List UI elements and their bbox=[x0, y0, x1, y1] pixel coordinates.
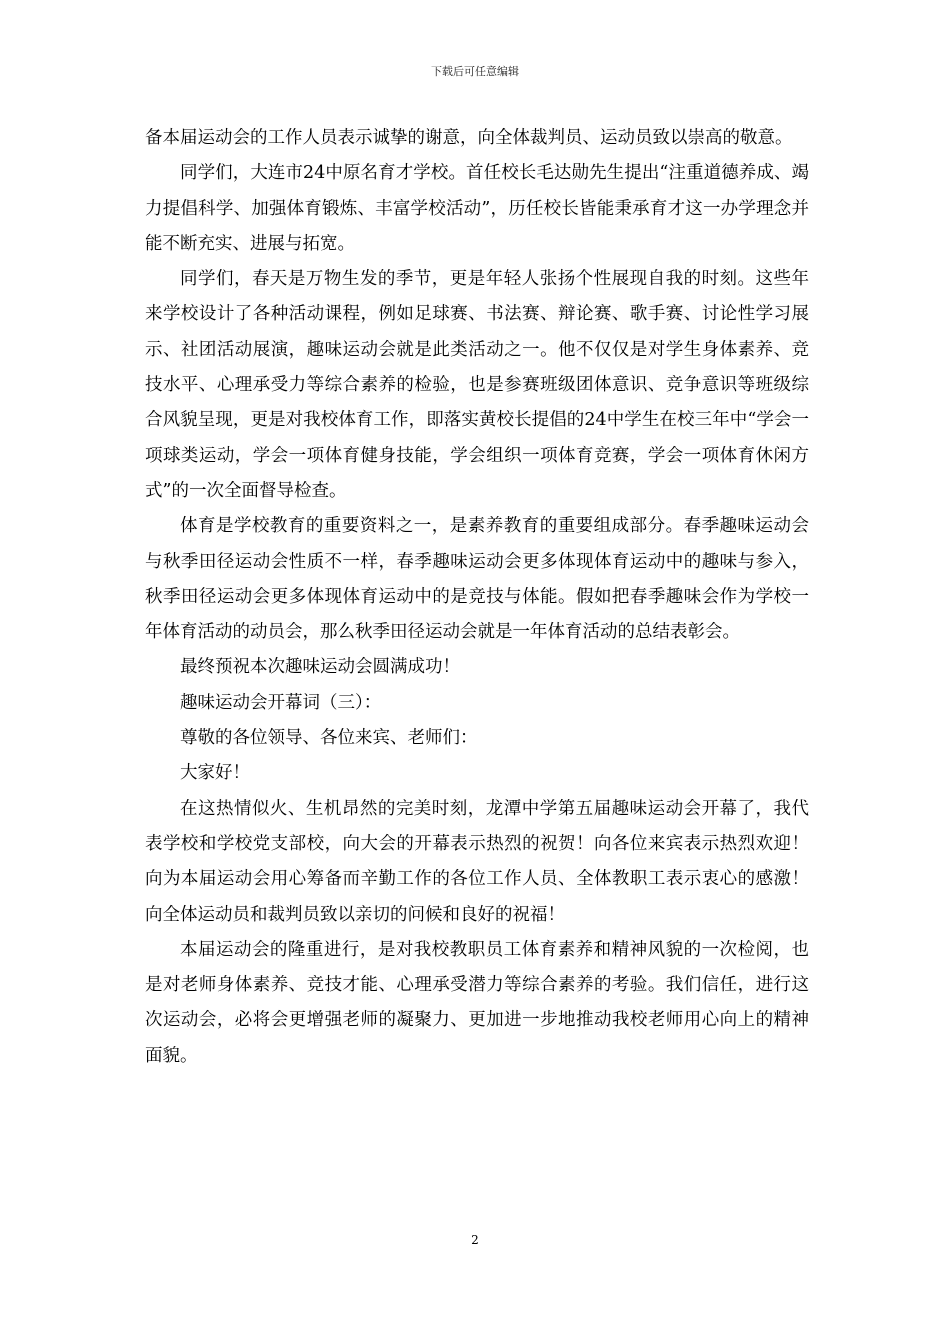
paragraph: 同学们，大连市24中原名育才学校。首任校长毛达勋先生提出“注重道德养成、竭力提倡科学、加强体育锻炼、丰富学校活动”，历任校长皆能秉承育才这一办学理念并能不断充实、进展与拓宽。 bbox=[145, 163, 809, 254]
paragraph: 同学们，春天是万物生发的季节，更是年轻人张扬个性展现自我的时刻。这些年来学校设计了各种活动课程，例如足球赛、书法赛、辩论赛、歌手赛、讨论性学习展示、社团活动展演，趣味运动会就是此类活动之一。他不仅仅是对学生身体素养、竞技水平、心理承受力等综合素养的检验，也是参赛班级团体意识、竞争意识等班级综合风貌呈现，更是对我校体育工作，即落实黄校长提倡的24中学生在校三年中“学会一项球类运动，学会一项体育健身技能，学会组织一项体育竞赛，学会一项体育休闲方式”的一次全面督导检查。 bbox=[145, 269, 809, 501]
salutation: 尊敬的各位领导、各位来宾、老师们： bbox=[180, 728, 478, 749]
paragraph: 体育是学校教育的重要资料之一，是素养教育的重要组成部分。春季趣味运动会与秋季田径运动会性质不一样，春季趣味运动会更多体现体育运动中的趣味与参入，秋季田径运动会更多体现体育运动中的是竞技与体能。假如把春季趣味会作为学校一年体育活动的动员会，那么秋季田径运动会就是一年体育活动的总结表彰会。 bbox=[145, 516, 809, 643]
section-heading: 趣味运动会开幕词（三）： bbox=[180, 692, 382, 713]
greeting: 大家好！ bbox=[180, 763, 250, 784]
page-header: 下载后可任意编辑 bbox=[431, 65, 519, 78]
document-body bbox=[145, 121, 809, 1074]
paragraph: 备本届运动会的工作人员表示诚挚的谢意，向全体裁判员、运动员致以崇高的敬意。 bbox=[145, 128, 793, 148]
page-number: 2 bbox=[471, 1233, 479, 1247]
paragraph: 最终预祝本次趣味运动会圆满成功！ bbox=[180, 657, 460, 678]
paragraph: 在这热情似火、生机昂然的完美时刻，龙潭中学第五届趣味运动会开幕了，我代表学校和学校党支部校，向大会的开幕表示热烈的祝贺！向各位来宾表示热烈欢迎！向为本届运动会用心筹备而辛勤工作的各位工作人员、全体教职工表示衷心的感激！向全体运动员和裁判员致以亲切的问候和良好的祝福！ bbox=[145, 798, 809, 925]
paragraph: 本届运动会的隆重进行，是对我校教职员工体育素养和精神风貌的一次检阅，也是对老师身体素养、竞技才能、心理承受潜力等综合素养的考验。我们信任，进行这次运动会，必将会更增强老师的凝聚力、更加进一步地推动我校老师用心向上的精神面貌。 bbox=[145, 939, 809, 1066]
